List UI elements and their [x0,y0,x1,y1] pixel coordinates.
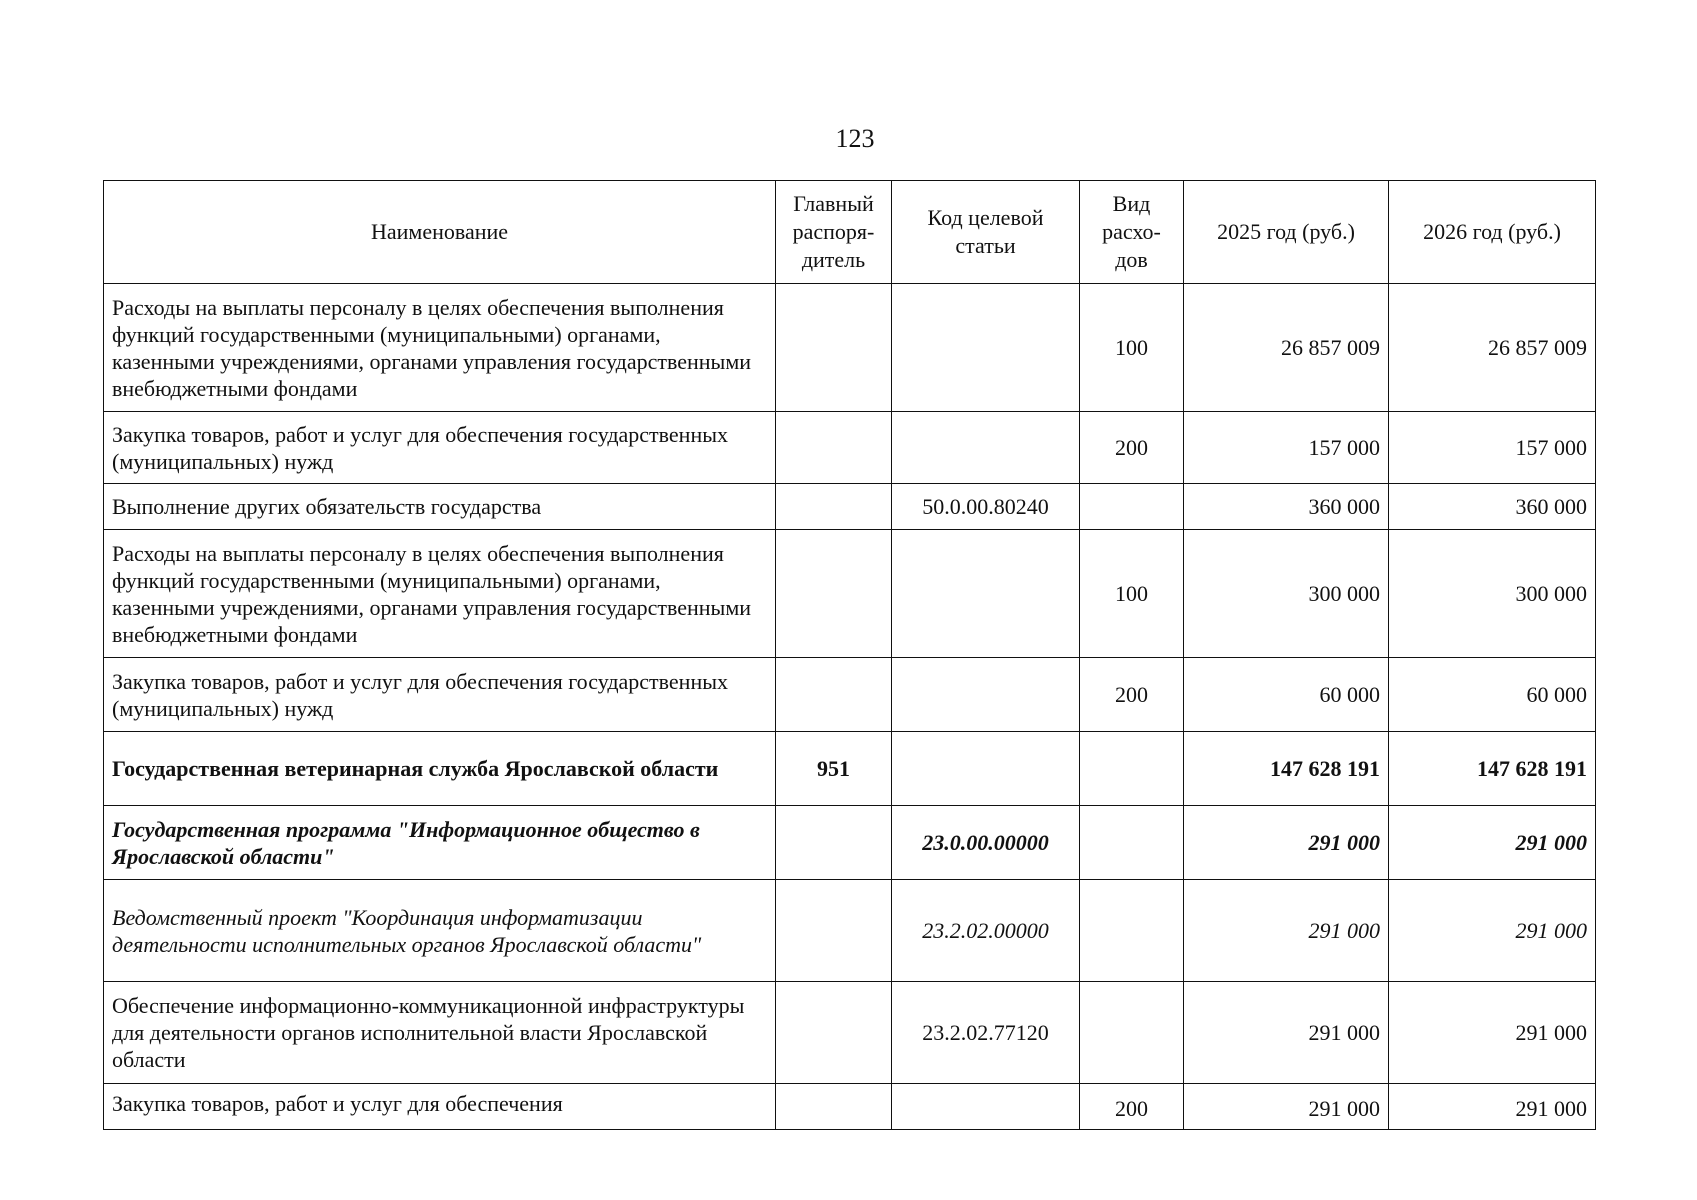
header-name: Наименование [104,181,776,284]
table-row [104,412,1596,484]
row-name: Государственная программа "Информационное общество в Ярославской области" [104,806,776,880]
row-code [892,1084,1080,1130]
row-2026: 291 000 [1389,806,1596,880]
row-2026: 157 000 [1389,412,1596,484]
row-2026: 26 857 009 [1389,284,1596,412]
row-admin [776,1084,892,1130]
row-type [1080,484,1184,530]
row-type [1080,880,1184,982]
row-type: 100 [1080,530,1184,658]
row-code: 50.0.00.80240 [892,484,1080,530]
table-row [104,982,1596,1084]
row-code [892,658,1080,732]
row-2025: 147 628 191 [1184,732,1389,806]
row-2025: 360 000 [1184,484,1389,530]
row-name: Ведомственный проект "Координация информатизации деятельности исполнительных органов Ярославской области" [104,880,776,982]
row-code [892,284,1080,412]
row-type [1080,982,1184,1084]
row-name: Государственная ветеринарная служба Ярославской области [104,732,776,806]
budget-table [103,180,1596,1130]
row-2025: 291 000 [1184,806,1389,880]
row-type: 200 [1080,658,1184,732]
header-admin: Главный распоря-дитель [776,181,892,284]
table-row [104,732,1596,806]
header-code: Код целевой статьи [892,181,1080,284]
row-code: 23.2.02.00000 [892,880,1080,982]
header-type: Вид расхо-дов [1080,181,1184,284]
row-code [892,530,1080,658]
row-code: 23.0.00.00000 [892,806,1080,880]
row-name: Выполнение других обязательств государства [104,484,776,530]
page-number: 123 [835,124,875,153]
table-row [104,1084,1596,1130]
row-admin [776,484,892,530]
row-type: 200 [1080,1084,1184,1130]
row-admin [776,284,892,412]
row-2026: 300 000 [1389,530,1596,658]
row-type: 200 [1080,412,1184,484]
row-2025: 300 000 [1184,530,1389,658]
row-code: 23.2.02.77120 [892,982,1080,1084]
table-row [104,658,1596,732]
row-admin [776,806,892,880]
row-2025: 157 000 [1184,412,1389,484]
row-type: 100 [1080,284,1184,412]
row-2026: 291 000 [1389,880,1596,982]
row-2026: 60 000 [1389,658,1596,732]
row-name: Закупка товаров, работ и услуг для обеспечения государственных (муниципальных) нужд [104,412,776,484]
row-2025: 26 857 009 [1184,284,1389,412]
row-code [892,732,1080,806]
row-name: Обеспечение информационно-коммуникационной инфраструктуры для деятельности органов исполнительной власти Ярославской области [104,982,776,1084]
row-2026: 147 628 191 [1389,732,1596,806]
table-row [104,484,1596,530]
row-2025: 60 000 [1184,658,1389,732]
row-code [892,412,1080,484]
table-header-row [104,181,1596,284]
row-name: Закупка товаров, работ и услуг для обеспечения [104,1084,776,1130]
table-row [104,880,1596,982]
table-row [104,806,1596,880]
table-row [104,284,1596,412]
row-admin [776,530,892,658]
row-2025: 291 000 [1184,982,1389,1084]
row-admin [776,982,892,1084]
header-2026: 2026 год (руб.) [1389,181,1596,284]
row-name: Расходы на выплаты персоналу в целях обеспечения выполнения функций государственными (муниципальными) органами, казенными учреждениями, органами управления государственными внебюджетными фондами [104,530,776,658]
row-admin [776,658,892,732]
row-admin [776,412,892,484]
row-2025: 291 000 [1184,880,1389,982]
table-row [104,530,1596,658]
row-2026: 291 000 [1389,1084,1596,1130]
row-2026: 360 000 [1389,484,1596,530]
row-2025: 291 000 [1184,1084,1389,1130]
header-2025: 2025 год (руб.) [1184,181,1389,284]
row-name: Расходы на выплаты персоналу в целях обеспечения выполнения функций государственными (муниципальными) органами, казенными учреждениями, органами управления государственными внебюджетными фондами [104,284,776,412]
row-type [1080,806,1184,880]
row-admin [776,880,892,982]
row-name: Закупка товаров, работ и услуг для обеспечения государственных (муниципальных) нужд [104,658,776,732]
row-2026: 291 000 [1389,982,1596,1084]
row-type [1080,732,1184,806]
row-admin: 951 [776,732,892,806]
